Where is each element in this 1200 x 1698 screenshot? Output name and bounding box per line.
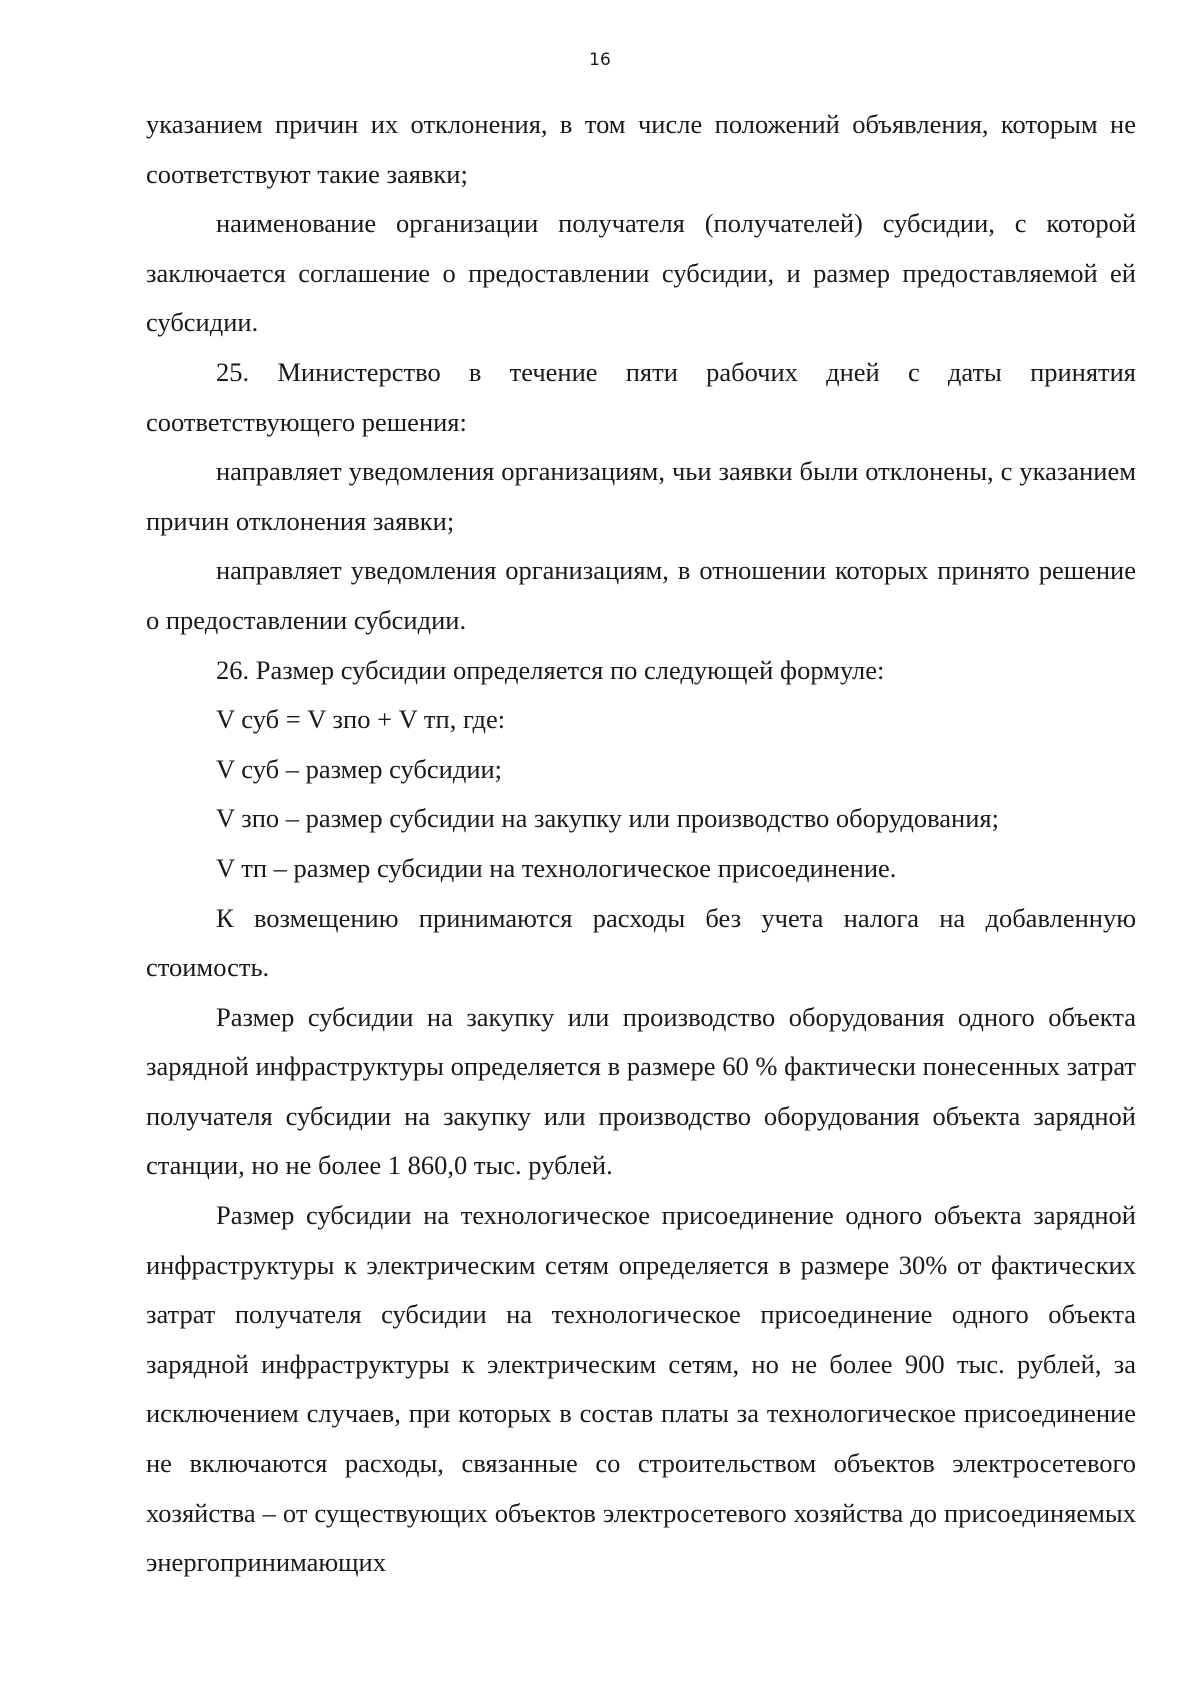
paragraph-accepted-notice: направляет уведомления организациям, в отношении которых принято решение о предоставлении субсидии. [146,555,1136,635]
paragraph-connection-subsidy: Размер субсидии на технологическое присоединение одного объекта зарядной инфраструктуры к электрическим сетям определяется в размере 30% от фактических затрат получателя субсидии на технологическое присоединение одного объекта зарядной инфраструктуры к электрическим сетям, но не более 900 тыс. рублей, за исключением случаев, при которых в состав платы за технологическое присоединение не включаются расходы, связанные со строительством объектов электросетевого хозяйства – от существующих объектов электросетевого хозяйства до присоединяемых энергопринимающих [146,1200,1136,1578]
formula-definition-vtp: V тп – размер субсидии на технологическое присоединение. [216,852,897,883]
paragraph-continuation: указанием причин их отклонения, в том числе положений объявления, которым не соответствуют такие заявки; [146,109,1136,189]
paragraph-vat-note: К возмещению принимаются расходы без учета налога на добавленную стоимость. [146,902,1136,983]
paragraph-equipment-subsidy: Размер субсидии на закупку или производство оборудования одного объекта зарядной инфраструктуры определяется в размере 60 % фактически понесенных затрат получателя субсидии на закупку или производство оборудования объекта зарядной станции, но не более 1 860,0 тыс. рублей. [146,1001,1136,1181]
paragraph-rejected-notice: направляет уведомления организациям, чьи заявки были отклонены, с указанием причин отклонения заявки; [146,456,1136,536]
paragraph-item-25: 25. Министерство в течение пяти рабочих дней с даты принятия соответствующего решения: [146,356,1136,437]
formula-definition-vzpo: V зпо – размер субсидии на закупку или производство оборудования; [216,803,999,834]
formula-definition-vsub: V суб – размер субсидии; [216,753,503,784]
paragraph-organization-name: наименование организации получателя (получателей) субсидии, с которой заключается соглашение о предоставлении субсидии, и размер предоставляемой ей субсидии. [146,208,1136,338]
formula-line: V суб = V зпо + V тп, где: [216,704,506,735]
page-number: 16 [589,50,611,70]
paragraph-item-26: 26. Размер субсидии определяется по следующей формуле: [216,654,885,685]
document-body [146,100,1136,1588]
